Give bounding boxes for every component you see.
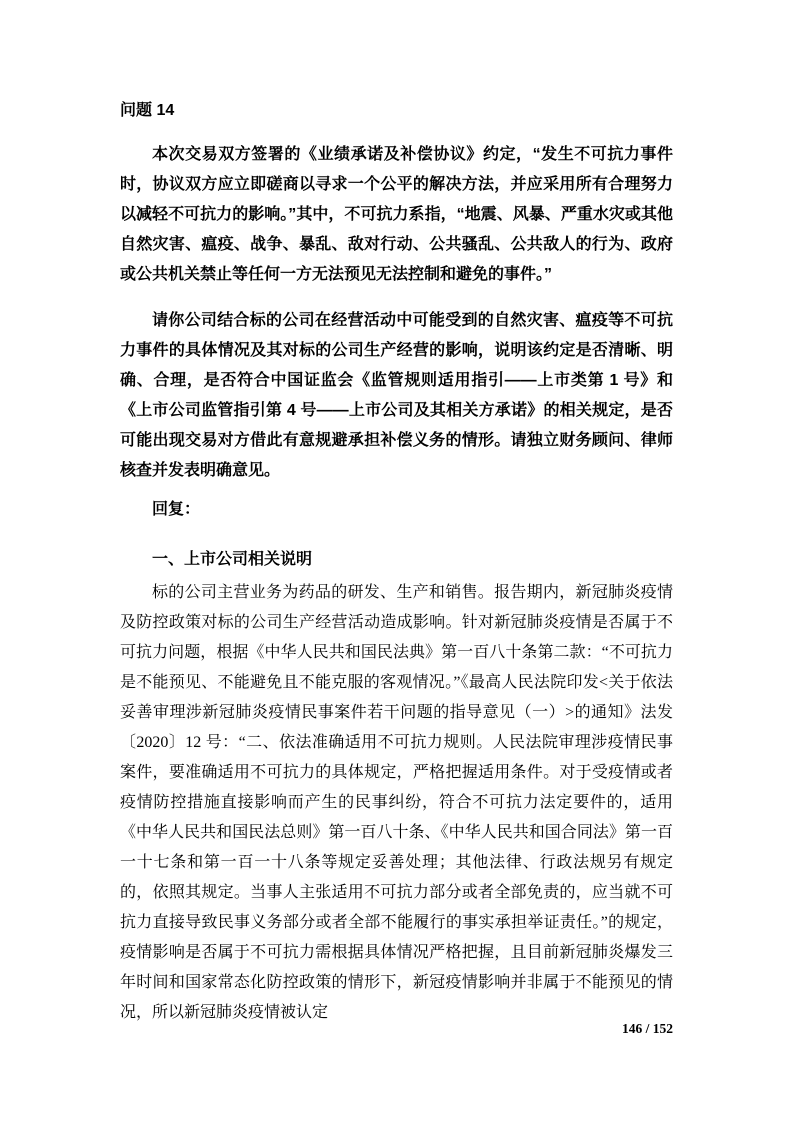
question-paragraph-2: 请你公司结合标的公司在经营活动中可能受到的自然灾害、瘟疫等不可抗力事件的具体情况及其对标的公司生产经营的影响，说明该约定是否清晰、明确、合理，是否符合中国证监会《监管规则适用指引——上市类第 1 号》和《上市公司监管指引第 4 号——上市公司及其相关方承诺》的相关规定，是否可能出现交易对方借此有意规避承担补偿义务的情形。请独立财务顾问、律师核查并发表明确意见。 (120, 312, 673, 479)
page-title: 问题 14 (120, 102, 175, 119)
reply-label: 回复： (152, 501, 201, 518)
body-paragraph: 标的公司主营业务为药品的研发、生产和销售。报告期内，新冠肺炎疫情及防控政策对标的公司生产经营活动造成影响。针对新冠肺炎疫情是否属于不可抗力问题，根据《中华人民共和国民法典》第一百八十条第二款：“不可抗力是不能预见、不能避免且不能克服的客观情况。”《最高人民法院印发<关于依法妥善审理涉新冠肺炎疫情民事案件若干问题的指导意见（一）>的通知》法发〔2020〕12 号：“二、依法准确适用不可抗力规则。人民法院审理涉疫情民事案件，要准确适用不可抗力的具体规定，严格把握适用条件。对于受疫情或者疫情防控措施直接影响而产生的民事纠纷，符合不可抗力法定要件的，适用《中华人民共和国民法总则》第一百八十条、《中华人民共和国合同法》第一百一十七条和第一百一十八条等规定妥善处理；其他法律、行政法规另有规定的，依照其规定。当事人主张适用不可抗力部分或者全部免责的，应当就不可抗力直接导致民事义务部分或者全部不能履行的事实承担举证责任。”的规定，疫情影响是否属于不可抗力需根据具体情况严格把握，且目前新冠肺炎爆发三年时间和国家常态化防控政策的情形下，新冠疫情影响并非属于不能预见的情况，所以新冠肺炎疫情被认定 (120, 584, 673, 1021)
question-paragraph-1: 本次交易双方签署的《业绩承诺及补偿协议》约定，“发生不可抗力事件时，协议双方应立即磋商以寻求一个公平的解决方法，并应采用所有合理努力以减轻不可抗力的影响。”其中，不可抗力系指，“地震、风暴、严重水灾或其他自然灾害、瘟疫、战争、暴乱、敌对行动、公共骚乱、公共敌人的行为、政府或公共机关禁止等任何一方无法预见无法控制和避免的事件。” (120, 146, 673, 283)
section-heading: 一、上市公司相关说明 (152, 551, 313, 568)
page-number: 146 / 152 (621, 1021, 673, 1036)
